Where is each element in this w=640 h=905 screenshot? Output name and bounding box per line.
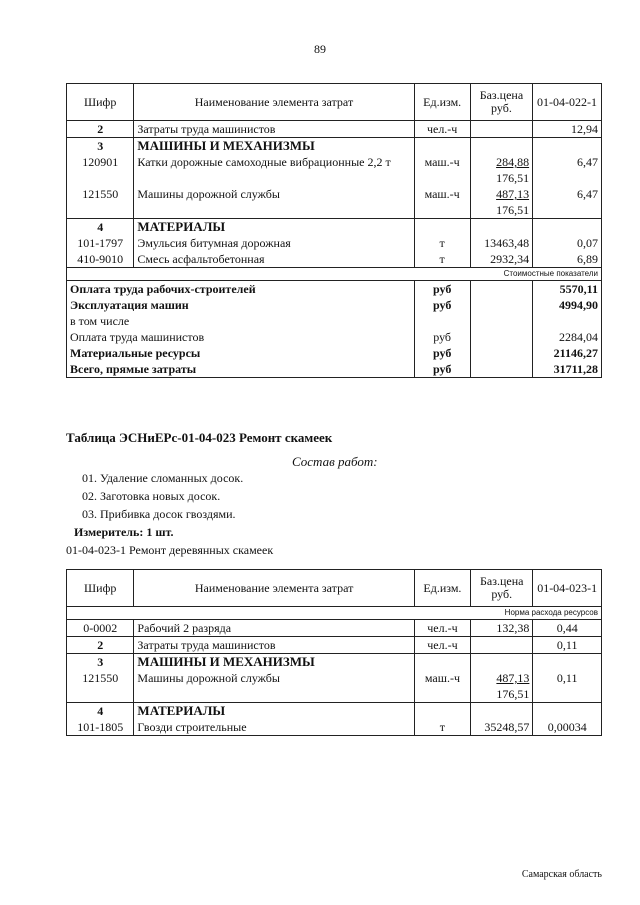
footer-region: Самарская область [521, 869, 602, 880]
section-row: 3 МАШИНЫ И МЕХАНИЗМЫ [67, 138, 602, 155]
work-item: 01. Удаление сломанных досок. [82, 471, 244, 485]
header-name: Наименование элемента затрат [134, 570, 414, 607]
table-header [67, 84, 602, 121]
header-unit: Ед.изм. [414, 84, 470, 121]
header-norm-code: 01-04-022-1 [533, 84, 602, 121]
table-row: 121550 Машины дорожной службы маш.-ч 487,13 176,51 0,11 [67, 670, 602, 703]
norm-caption-row: Норма расхода ресурсов [67, 607, 602, 620]
header-name: Наименование элемента затрат [134, 84, 414, 121]
header-code: Шифр [67, 84, 134, 121]
section-row: 3 МАШИНЫ И МЕХАНИЗМЫ [67, 654, 602, 671]
summary-row: Оплата труда рабочих-строителей руб 5570,11 [67, 281, 602, 298]
work-item: 02. Заготовка новых досок. [82, 489, 221, 503]
works-heading: Состав работ: [292, 454, 378, 469]
header-unit: Ед.изм. [414, 570, 470, 607]
measure-unit: Измеритель: 1 шт. [74, 525, 174, 539]
table-row: 121550 Машины дорожной службы маш.-ч 487,13 176,51 6,47 [67, 186, 602, 219]
item-title: 01-04-023-1 Ремонт деревянных скамеек [66, 543, 274, 557]
resource-table-1 [66, 83, 602, 378]
table-row: 120901 Катки дорожные самоходные вибрационные 2,2 т маш.-ч 284,88 176,51 6,47 [67, 154, 602, 186]
table-row: 2 Затраты труда машинистов чел.-ч 12,94 [67, 121, 602, 138]
table-row: 410-9010 Смесь асфальтобетонная т 2932,34 6,89 [67, 251, 602, 268]
table-row: 101-1797 Эмульсия битумная дорожная т 13463,48 0,07 [67, 235, 602, 251]
summary-row: в том числе [67, 313, 602, 329]
resource-table-2 [66, 569, 602, 736]
header-code: Шифр [67, 570, 134, 607]
work-item: 03. Прибивка досок гвоздями. [82, 507, 236, 521]
table-header [67, 570, 602, 607]
summary-row: Эксплуатация машин руб 4994,90 [67, 297, 602, 313]
header-norm-code: 01-04-023-1 [533, 570, 602, 607]
summary-row: Материальные ресурсы руб 21146,27 [67, 345, 602, 361]
table-row: 2 Затраты труда машинистов чел.-ч 0,11 [67, 637, 602, 654]
cost-caption-row: Стоимостные показатели [67, 268, 602, 281]
header-price: Баз.цена руб. [471, 570, 533, 607]
header-price: Баз.цена руб. [470, 84, 532, 121]
table-row: 0-0002 Рабочий 2 разряда чел.-ч 132,38 0,44 [67, 620, 602, 637]
summary-row-total: Всего, прямые затраты руб 31711,28 [67, 361, 602, 378]
section-row: 4 МАТЕРИАЛЫ [67, 703, 602, 720]
page-number: 89 [314, 42, 326, 56]
summary-row: Оплата труда машинистов руб 2284,04 [67, 329, 602, 345]
section-row: 4 МАТЕРИАЛЫ [67, 219, 602, 236]
section-title: Таблица ЭСНиЕРс-01-04-023 Ремонт скамеек [66, 430, 333, 445]
table-row: 101-1805 Гвозди строительные т 35248,57 0,00034 [67, 719, 602, 736]
